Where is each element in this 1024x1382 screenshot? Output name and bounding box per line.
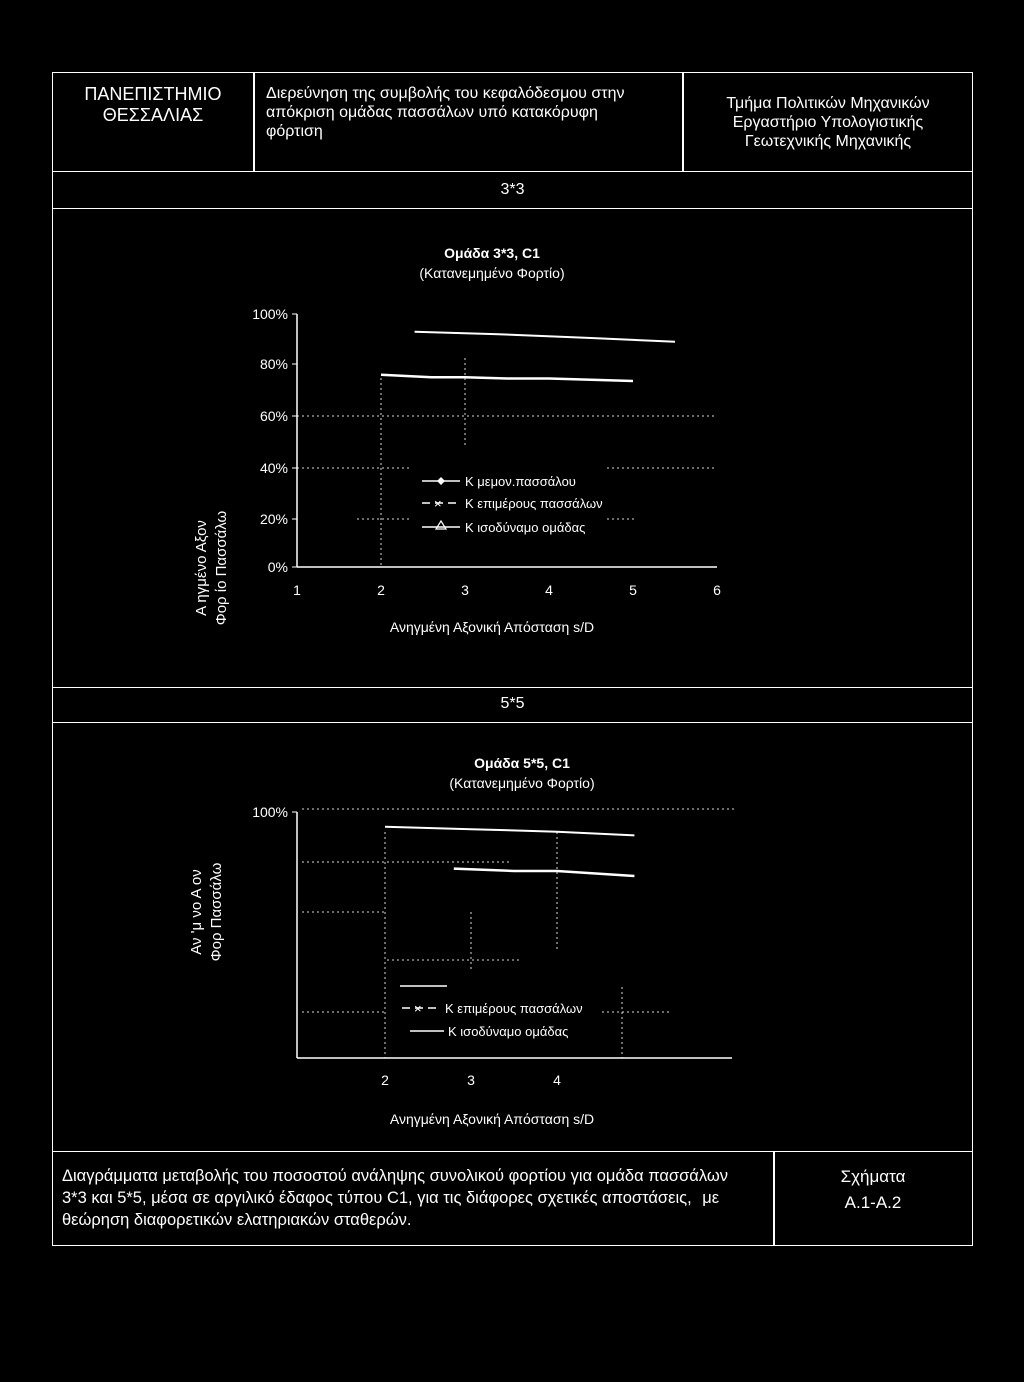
dept-line-3: Γεωτεχνικής Μηχανικής: [744, 133, 912, 150]
title-line-1: Διερεύνηση της συμβολής του κεφαλόδεσμου στην: [266, 85, 625, 102]
university-line-2: ΘΕΣΣΑΛΙΑΣ: [102, 105, 204, 125]
chart2-ylabel-line-2: Φορ Πασσάλω: [208, 862, 225, 962]
chart1-xtick-label-6: 6: [713, 582, 721, 598]
chart2-legend-label-1: Κ επιμέρους πασσάλων: [445, 1001, 583, 1016]
university-name: [54, 84, 252, 126]
figure-caption: [62, 1165, 772, 1231]
chart1-gridlines: [297, 358, 717, 567]
header-divider-1: [253, 72, 255, 172]
dept-line-1: Τμήμα Πολιτικών Μηχανικών: [726, 95, 930, 112]
caption-line-2-end: με: [702, 1189, 720, 1207]
chart2-series-1-line: [385, 827, 634, 836]
section2-label: 5*5: [500, 695, 525, 712]
document-title: [266, 84, 676, 141]
chart1-xtick-label-3: 3: [461, 582, 469, 598]
chart2-title: Ομάδα 5*5, C1: [474, 755, 570, 771]
chart1-legend-diamond-icon: [437, 477, 445, 485]
chart2-subtitle: (Κατανεμημένο Φορτίο): [449, 775, 595, 791]
chart1-ytick-label-0: 0%: [267, 559, 288, 575]
chart1-subtitle: (Κατανεμημένο Φορτίο): [419, 265, 565, 281]
chart1: [52, 208, 973, 688]
chart1-xtick-label-2: 2: [377, 582, 385, 598]
dept-line-2: Εργαστήριο Υπολογιστικής: [732, 114, 924, 131]
chart1-legend-label-1: Κ μεμον.πασσάλου: [465, 474, 576, 489]
title-line-2: απόκριση ομάδας πασσάλων υπό κατακόρυφη: [266, 104, 598, 121]
chart1-legend-label-3: Κ ισοδύναμο ομάδας: [465, 520, 586, 535]
chart2-ytick-label-100: 100%: [252, 804, 288, 820]
chart1-title: Ομάδα 3*3, C1: [444, 245, 540, 261]
chart1-series-2-line: [381, 375, 633, 381]
chart1-legend-label-2: Κ επιμέρους πασσάλων: [465, 496, 603, 511]
chart1-ylabel-line-1: Α ηγμένο Αξον: [193, 520, 210, 616]
chart1-series-1-line: [415, 332, 675, 342]
caption-line-2: [62, 1187, 772, 1209]
chart1-legend: [422, 474, 603, 535]
caption-line-1: Διαγράμματα μεταβολής του ποσοστού ανάληψης συνολικού φορτίου για ομάδα πασσάλων: [62, 1167, 728, 1185]
chart2-xtick-label-3: 3: [467, 1072, 475, 1088]
chart1-xlabel: Ανηγμένη Αξονική Απόσταση s/D: [389, 619, 595, 635]
chart2-xlabel: Ανηγμένη Αξονική Απόσταση s/D: [389, 1111, 595, 1127]
chart1-xtick-label-4: 4: [545, 582, 553, 598]
section1-label: 3*3: [500, 181, 525, 198]
figure-label-line-1: Σχήματα: [840, 1167, 906, 1186]
chart1-legend-triangle-icon: [436, 521, 446, 529]
chart1-ytick-label-20: 20%: [259, 511, 288, 527]
chart1-xtick-label-1: 1: [293, 582, 301, 598]
chart2-ylabel-line-1: Αν 'μ νο Α ον: [188, 869, 205, 955]
chart1-ytick-label-40: 40%: [259, 460, 288, 476]
chart1-ytick-label-60: 60%: [259, 408, 288, 424]
caption-line-3: θεώρηση διαφορετικών ελατηριακών σταθερών.: [62, 1211, 412, 1229]
chart2-xtick-label-4: 4: [553, 1072, 561, 1088]
chart2-gridlines: [302, 809, 737, 1058]
chart1-legend-x-icon: ×: [434, 496, 442, 511]
chart1-ytick-label-80: 80%: [259, 356, 288, 372]
chart2-series-2-line: [454, 869, 635, 876]
chart1-xtick-label-5: 5: [629, 582, 637, 598]
title-line-3: φόρτιση: [266, 123, 323, 140]
chart2: [52, 722, 973, 1152]
figure-number: [774, 1166, 972, 1214]
chart1-ytick-label-100: 100%: [252, 306, 288, 322]
chart2-ylabel: [188, 862, 225, 961]
chart1-ylabel-line-2: Φορ ίο Πασσάλω: [213, 510, 230, 626]
caption-line-2-text: 3*3 και 5*5, μέσα σε αργιλικό έδαφος τύπου C1, για τις διάφορες σχετικές αποστάσεις,: [62, 1189, 692, 1207]
chart2-legend-x-icon: ×: [414, 1001, 422, 1016]
department: [684, 94, 972, 151]
chart2-legend-label-2: Κ ισοδύναμο ομάδας: [448, 1024, 569, 1039]
chart1-ylabel: [193, 510, 230, 625]
university-line-1: ΠΑΝΕΠΙΣΤΗΜΙΟ: [84, 84, 222, 104]
chart2-xtick-label-2: 2: [381, 1072, 389, 1088]
figure-label-line-2: Α.1-Α.2: [844, 1193, 902, 1212]
chart2-legend: [400, 986, 583, 1039]
